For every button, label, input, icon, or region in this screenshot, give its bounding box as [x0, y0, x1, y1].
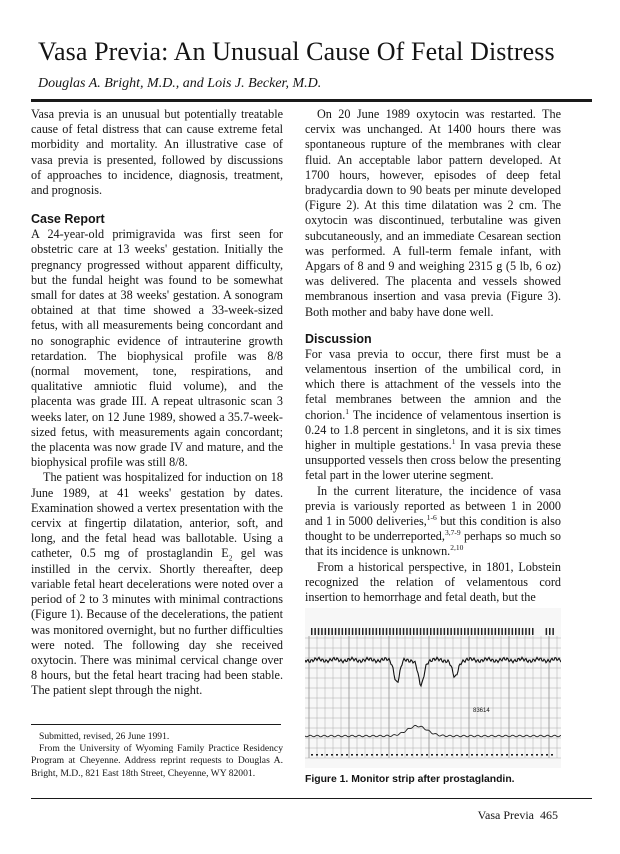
footnote-rule — [31, 724, 281, 725]
disc-p1-c: In vasa previa these unsupported vessels then cross below the presenting fetal part in the lower uterine segment. — [305, 438, 561, 483]
abstract: Vasa previa is an unusual but potentially treatable cause of fetal distress that can cause extreme fetal morbidity and mortality. An illustrative case of vasa previa is presented, followed by discussions of approaches to incidence, diagnosis, treatment, and prognosis. — [31, 107, 283, 198]
disc-p2-a: In the current literature, the incidence of vasa previa is variously reported as between 1 in 2000 and 1 in 5000 deliveries, — [305, 483, 561, 529]
discussion-paragraph-1 — [305, 347, 561, 484]
disc-p1-b: The incidence of velamentous insertion is 0.24 to 1.8 percent in singletons, and it is six times higher in multiple gestations. — [305, 407, 561, 453]
discussion-heading: Discussion — [305, 331, 372, 346]
footnote-submitted: Submitted, revised, 26 June 1991. — [39, 731, 170, 742]
ref-sup: 1-6 — [426, 513, 437, 523]
monitor-strip-image — [305, 608, 561, 768]
right-column — [305, 107, 561, 605]
case-report-paragraph-3: On 20 June 1989 oxytocin was restarted. The cervix was unchanged. At 1400 hours there was spontaneous rupture of the membranes with clear fluid. An acceptable labor pattern developed. At 1700 hours, however, episodes of deep fetal bradycardia down to 90 beats per minute developed (Figure 2). At this time dilatation was 2 cm. The oxytocin was discontinued, terbutaline was given subcutaneously, and an immediate Cesarean section was performed. A full-term female infant, with Apgars of 8 and 9 and weighing 2315 g (5 lb, 6 oz) was delivered. The placenta and vessels showed membranous insertion and vasa previa (Figure 3). Both mother and baby have done well. — [305, 107, 561, 319]
ref-sup: 2,10 — [450, 543, 464, 553]
figure-1-caption: Figure 1. Monitor strip after prostaglandin. — [305, 774, 515, 785]
ref-sup: 3,7-9 — [444, 528, 461, 538]
case-report-paragraph-1: A 24-year-old primigravida was first seen for obstetric care at 13 weeks' gestation. Initially the pregnancy progressed without apparent difficulty, but the fundal height was found to be somewhat small for dates at 38 weeks' gestation. A sonogram obtained at that time showed a 33-week-sized fetus, with all measurements being concordant and no sonographic evidence of intrauterine growth retardation. The biophysical profile was 8/8 (normal movement, tone, respirations, and qualitative amniotic fluid volume), and the placenta was grade III. A repeat ultrasonic scan 3 weeks later, on 12 June 1989, showed a 35.7-week-sized fetus, with measurements again concordant; the placenta was now grade IV and mature, and the biophysical profile was still 8/8. — [31, 227, 283, 470]
subscript-2: 2 — [228, 553, 233, 563]
footnote — [31, 731, 283, 780]
disc-p1-a: For vasa previa to occur, there first must be a velamentous insertion of the umbilical cord, in which there is attachment of the vessels into the fetal membranes between the amnion and the chorion. — [305, 346, 561, 422]
case-report-paragraph-2-a: The patient was hospitalized for induction on 18 June 1989, at 41 weeks' gestation by dates. Examination showed a vertex presentation with the cervix at fingertip dilatation, anterior, soft, and long, and the fetal head was ballotable. Using a catheter, 0.5 mg of prostaglandin E — [31, 470, 283, 561]
ref-sup: 1 — [451, 437, 456, 446]
ref-sup: 1 — [345, 406, 350, 416]
left-column — [31, 107, 283, 699]
figure-1-monitor-strip — [305, 608, 561, 768]
case-report-paragraph-2 — [31, 470, 283, 698]
running-footer — [472, 808, 558, 823]
article-title: Vasa Previa: An Unusual Cause Of Fetal Distress — [38, 37, 555, 66]
discussion-paragraph-2 — [305, 484, 561, 560]
article-authors: Douglas A. Bright, M.D., and Lois J. Becker, M.D. — [38, 76, 322, 91]
discussion-paragraph-3: From a historical perspective, in 1801, Lobstein recognized the relation of velamentous cord insertion to hemorrhage and fetal death, but the — [305, 559, 561, 605]
disc-p2-b: but this condition is also thought to be underreported, — [305, 514, 562, 544]
title-rule — [31, 99, 592, 102]
footer-rule — [31, 798, 592, 799]
page-number: 465 — [540, 808, 558, 822]
running-title: Vasa Previa — [477, 808, 534, 822]
footnote-affiliation: From the University of Wyoming Family Practice Residency Program at Cheyenne. Address reprint requests to Douglas A. Bright, M.D., 821 East 18th Street, Cheyenne, WY 82001. — [31, 743, 283, 779]
case-report-heading: Case Report — [31, 212, 105, 227]
disc-p2-c: perhaps so much so that its incidence is unknown. — [305, 529, 561, 559]
strip-id-label: 83614 — [473, 708, 490, 714]
case-report-paragraph-2-b: gel was instilled in the cervix. Shortly thereafter, deep variable fetal heart decelerations were noted over a period of 2 to 3 minutes with minimal contractions (Figure 1). Because of the decelerations, the patient was monitored overnight, but no further difficulties were noted. The following day she received oxytocin. There was minimal cervical change over 8 hours, but the fetal heart tracing had been stable. The patient slept through the night. — [31, 546, 284, 698]
